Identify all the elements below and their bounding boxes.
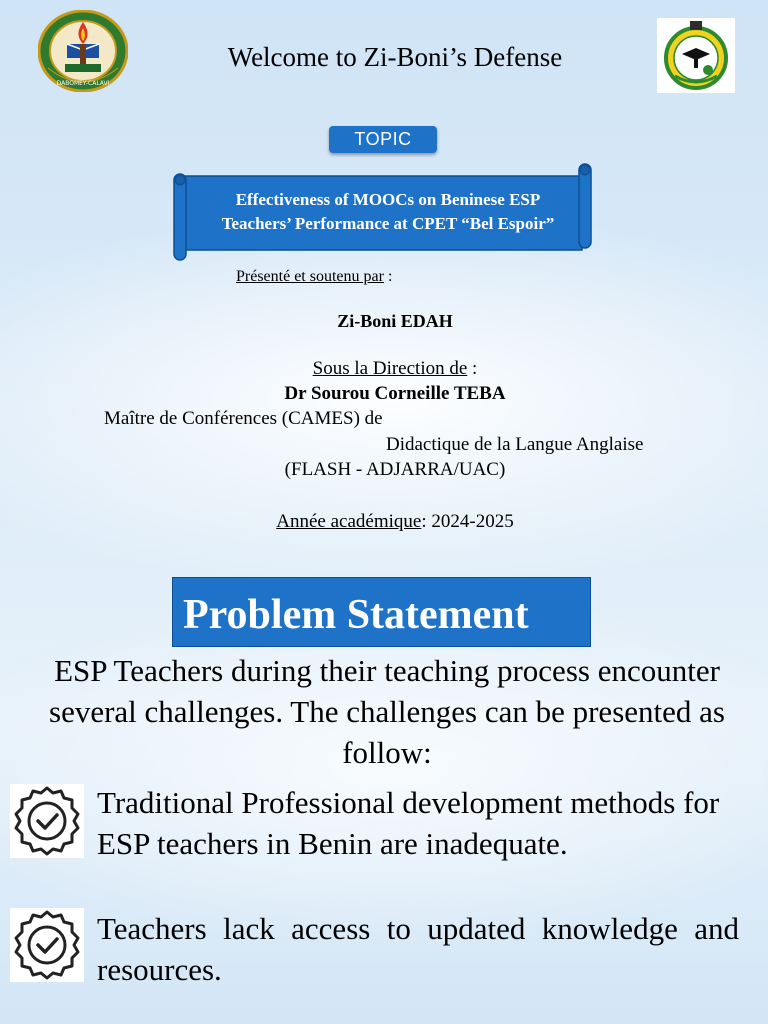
director-name: Dr Sourou Corneille TEBA xyxy=(284,383,506,404)
check-badge-icon xyxy=(10,908,84,982)
problem-point-1: Traditional Professional development methods for ESP teachers in Benin are inadequate. xyxy=(97,785,720,861)
supervision-label xyxy=(0,358,768,380)
presenter-label-suffix: : xyxy=(383,268,393,285)
svg-text:DABOMEY-CALAVI: DABOMEY-CALAVI xyxy=(56,80,110,87)
topic-badge: TOPIC xyxy=(329,126,437,153)
director-field: Didactique de la Langue Anglaise xyxy=(386,434,644,455)
problem-intro: ESP Teachers during their teaching process encounter several challenges. The challenges can be presented as follow: xyxy=(49,653,725,770)
director-affiliation: (FLASH - ADJARRA/UAC) xyxy=(284,459,506,480)
director-rank: Maître de Conférences (CAMES) de xyxy=(104,408,383,429)
problem-statement-heading: Problem Statement xyxy=(172,577,591,647)
supervision-label-suffix: : xyxy=(467,358,478,379)
problem-point-2: Teachers lack access to updated knowledge and resources. xyxy=(97,911,739,987)
topic-title-line1: Effectiveness of MOOCs on Beninese ESP xyxy=(235,190,541,209)
institute-logo-icon xyxy=(657,18,735,93)
presenter-name: Zi-Boni EDAH xyxy=(337,311,453,331)
check-badge-icon xyxy=(10,784,84,858)
supervision-label-text: Sous la Direction de xyxy=(312,358,468,379)
academic-year xyxy=(0,511,768,533)
presenter-label xyxy=(236,268,392,286)
presenter-label-text: Présenté et soutenu par xyxy=(236,268,384,285)
academic-year-value: : 2024-2025 xyxy=(421,511,514,532)
welcome-title: Welcome to Zi-Boni’s Defense xyxy=(227,42,563,72)
topic-title xyxy=(186,188,590,236)
academic-year-label: Année académique xyxy=(276,511,422,532)
topic-title-line2: Teachers’ Performance at CPET “Bel Espoir” xyxy=(221,214,555,233)
